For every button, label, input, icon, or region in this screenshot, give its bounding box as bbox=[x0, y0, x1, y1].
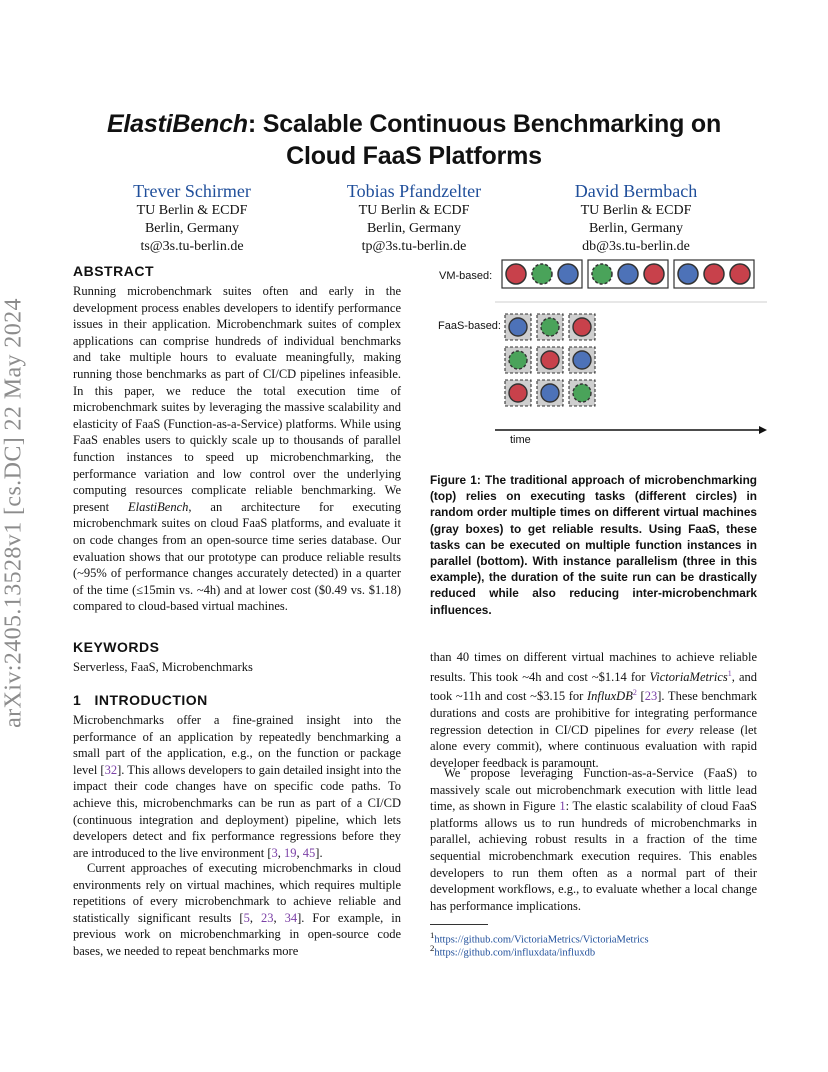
citation-link[interactable]: 45 bbox=[302, 845, 316, 860]
section-title: INTRODUCTION bbox=[94, 692, 208, 708]
author-location: Berlin, Germany bbox=[588, 221, 684, 236]
right-p1-text: [ bbox=[636, 689, 645, 704]
figure-1-diagram bbox=[495, 255, 775, 435]
author-affiliation: TU Berlin & ECDF bbox=[136, 203, 248, 218]
author-block-3 bbox=[526, 180, 746, 256]
footnote-number: 2 bbox=[430, 943, 435, 953]
right-p1-emphasis: InfluxDB bbox=[587, 689, 633, 704]
figure-ref-link[interactable]: 1 bbox=[559, 799, 566, 814]
section-number: 1 bbox=[73, 692, 82, 708]
right-paragraph-1 bbox=[430, 649, 757, 771]
task-circle-green bbox=[532, 264, 552, 284]
task-circle-green bbox=[541, 318, 559, 336]
right-paragraph-2 bbox=[430, 765, 757, 914]
task-circle-blue bbox=[541, 384, 559, 402]
right-p1-text: ]. These benchmark durations and costs are prohibitive for integrating performance regression detection in CI/CD pipelines for bbox=[430, 689, 757, 737]
author-name[interactable]: Trever Schirmer bbox=[133, 181, 251, 201]
intro-heading bbox=[73, 692, 208, 708]
citation-link[interactable]: 3 bbox=[271, 845, 278, 860]
right-p2-text: : The elastic scalability of cloud FaaS platforms allows us to run hundreds of microbenchmarks in parallel, achieving robust results in a fraction of the time sequential microbenchmark execution requires. This enables developers to run them often as a normal part of their development workflows, e.g., to evaluate whether a local change has performance implications. bbox=[430, 799, 757, 913]
task-circle-green bbox=[573, 384, 591, 402]
abstract-text-a: Running microbenchmark suites often and early in the development process enables developers to identify performance issues in their application. Microbenchmark suites of complex applications can comprise hundreds of individual benchmarks and take multiple hours to evaluate meaningfully, making running those benchmarks as part of CI/CD pipelines infeasible. In this paper, we reduce the total execution time of microbenchmark suites by leveraging the massive scalability and elasticity of FaaS (Function-as-a-Service) platforms. While using FaaS enables users to quickly scale up to thousands of parallel function instances to speed up microbenchmarking, the performance variation and low control over the underlying computing resources complicate reliable benchmarking. We present bbox=[73, 284, 401, 514]
author-affiliation: TU Berlin & ECDF bbox=[358, 203, 470, 218]
intro-paragraph-2: Current approaches of executing microbenchmarks in cloud environments rely on virtual machines, which requires multiple repetitions of every microbenchmark to achieve reliable and statistically significant results [5, 23, 34]. For example, in previous work on microbenchmarking in open-source code bases, we needed to repeat benchmarks more bbox=[73, 861, 402, 958]
abstract-heading: ABSTRACT bbox=[73, 263, 154, 279]
abstract-text-b: , an architecture for executing microbenchmark suites on cloud FaaS platforms, and evaluate it on code changes from an open-source time series database. Our evaluation shows that our prototype can produce reliable results (~95% of performance changes accurately detected) in a quarter of the time (≤15min vs. ~4h) and at lower cost ($0.49 vs. $1.18) compared to cloud-based virtual machines. bbox=[73, 499, 401, 614]
citation-link[interactable]: 23 bbox=[644, 689, 658, 704]
author-block-1 bbox=[82, 180, 302, 256]
author-location: Berlin, Germany bbox=[144, 221, 240, 236]
right-p1-emphasis: VictoriaMetrics bbox=[649, 669, 728, 684]
citation-link[interactable]: 19 bbox=[284, 845, 297, 860]
footnote-number: 1 bbox=[430, 930, 435, 940]
author-name[interactable]: David Bermbach bbox=[574, 181, 698, 201]
citation-link[interactable]: 34 bbox=[284, 910, 298, 925]
time-arrow-head bbox=[759, 426, 767, 434]
footnote-link[interactable]: https://github.com/VictoriaMetrics/VictoriaMetrics bbox=[434, 934, 649, 946]
author-affiliation: TU Berlin & ECDF bbox=[580, 203, 692, 218]
task-circle-blue bbox=[558, 264, 578, 284]
author-email[interactable]: tp@3s.tu-berlin.de bbox=[361, 239, 467, 254]
author-block-2 bbox=[304, 180, 524, 256]
vm-based-label: VM-based: bbox=[439, 270, 493, 282]
task-circle-red bbox=[541, 351, 559, 369]
right-p1-emphasis: every bbox=[666, 722, 694, 737]
figure-1-caption: Figure 1: The traditional approach of microbenchmarking (top) relies on executing tasks (different circles) in random order multiple times on different virtual machines (gray boxes) to get reliable results. Using FaaS, these tasks can be executed on multiple function instances in parallel (bottom). With instance parallelism (three in this example), the duration of the suite run can be drastically reduced while also reducing inter-microbenchmark influences. bbox=[430, 473, 757, 617]
task-circle-red bbox=[509, 384, 527, 402]
task-circle-red bbox=[506, 264, 526, 284]
intro-p2-text: Current approaches of executing microbenchmarks in cloud environments rely on virtual machines, which requires multiple repetitions of every microbenchmark to achieve reliable and statistically significant results [ bbox=[73, 861, 401, 925]
title-line1-rest: : Scalable Continuous Benchmarking on bbox=[247, 110, 722, 138]
task-circle-red bbox=[573, 318, 591, 336]
right-p1-text: , and took ~11h and cost ~$3.15 for bbox=[430, 669, 757, 704]
author-email[interactable]: ts@3s.tu-berlin.de bbox=[140, 239, 244, 254]
abstract-emphasis: ElastiBench bbox=[127, 499, 189, 514]
footnote-2 bbox=[430, 942, 595, 960]
paper-title bbox=[60, 108, 768, 172]
intro-p2-text: ]. For example, in previous work on microbenchmarking in open-source code bases, we needed to repeat benchmarks more bbox=[73, 910, 402, 958]
task-circle-red bbox=[644, 264, 664, 284]
task-circle-green bbox=[592, 264, 612, 284]
arxiv-stamp-text: arXiv:2405.13528v1 [cs.DC] 22 May 2024 bbox=[0, 298, 27, 728]
right-p2-text: We propose leveraging Function-as-a-Service (FaaS) to massively scale out microbenchmark execution with little lead time, as shown in Figure bbox=[430, 766, 757, 814]
citation-link[interactable]: 23 bbox=[260, 910, 274, 925]
right-p1-text: release (let alone every commit), where continuous evaluation with rapid developer feedback is paramount. bbox=[430, 722, 757, 770]
intro-p1-end: ]. bbox=[315, 845, 323, 860]
citation-link[interactable]: 5 bbox=[243, 910, 250, 925]
abstract-text bbox=[73, 283, 401, 615]
title-line2: Cloud FaaS Platforms bbox=[286, 142, 542, 170]
author-email[interactable]: db@3s.tu-berlin.de bbox=[582, 239, 690, 254]
footnote-ref[interactable]: 1 bbox=[727, 668, 732, 678]
footnote-rule bbox=[430, 924, 488, 925]
task-circle-red bbox=[704, 264, 724, 284]
intro-p1-text: ]. This allows developers to gain detailed insight into the impact their code changes have on specific code paths. To achieve this, microbenchmarks can be run as part of a CI/CD (continuous integration and deployment) pipeline, which lets developers detect and fix performance regressions before they are introduced to the live environment [ bbox=[73, 762, 401, 860]
task-circle-blue bbox=[573, 351, 591, 369]
task-circle-green bbox=[509, 351, 527, 369]
citation-link[interactable]: 32 bbox=[104, 762, 118, 777]
task-circle-blue bbox=[618, 264, 638, 284]
intro-p1-text: Microbenchmarks offer a fine-grained insight into the performance of an application by repeatedly benchmarking a small part of the application, e.g., on the function or package level [ bbox=[73, 713, 401, 777]
keywords-text: Serverless, FaaS, Microbenchmarks bbox=[73, 660, 253, 674]
time-axis-label: time bbox=[510, 434, 531, 446]
task-circle-red bbox=[730, 264, 750, 284]
title-italic: ElastiBench bbox=[106, 110, 248, 138]
keywords-heading: KEYWORDS bbox=[73, 639, 160, 655]
task-circle-blue bbox=[678, 264, 698, 284]
footnote-link[interactable]: https://github.com/influxdata/influxdb bbox=[434, 947, 596, 959]
faas-based-label: FaaS-based: bbox=[438, 320, 501, 332]
task-circle-blue bbox=[509, 318, 527, 336]
author-location: Berlin, Germany bbox=[366, 221, 462, 236]
intro-paragraph-1: Microbenchmarks offer a fine-grained insight into the performance of an application by repeatedly benchmarking a small part of the application, e.g., on the function or package level [32]. This allows developers to gain detailed insight into the impact their code changes have on specific code paths. To achieve this, microbenchmarks can be run as part of a CI/CD (continuous integration and deployment) pipeline, which lets developers detect and fix performance regressions before they are introduced to the live environment [3, 19, 45]. bbox=[73, 713, 401, 860]
right-p1-text: than 40 times on different virtual machines to achieve reliable results. This took ~4h and cost ~$1.14 for bbox=[430, 650, 757, 684]
footnote-ref[interactable]: 2 bbox=[632, 688, 637, 698]
author-name[interactable]: Tobias Pfandzelter bbox=[346, 181, 482, 201]
